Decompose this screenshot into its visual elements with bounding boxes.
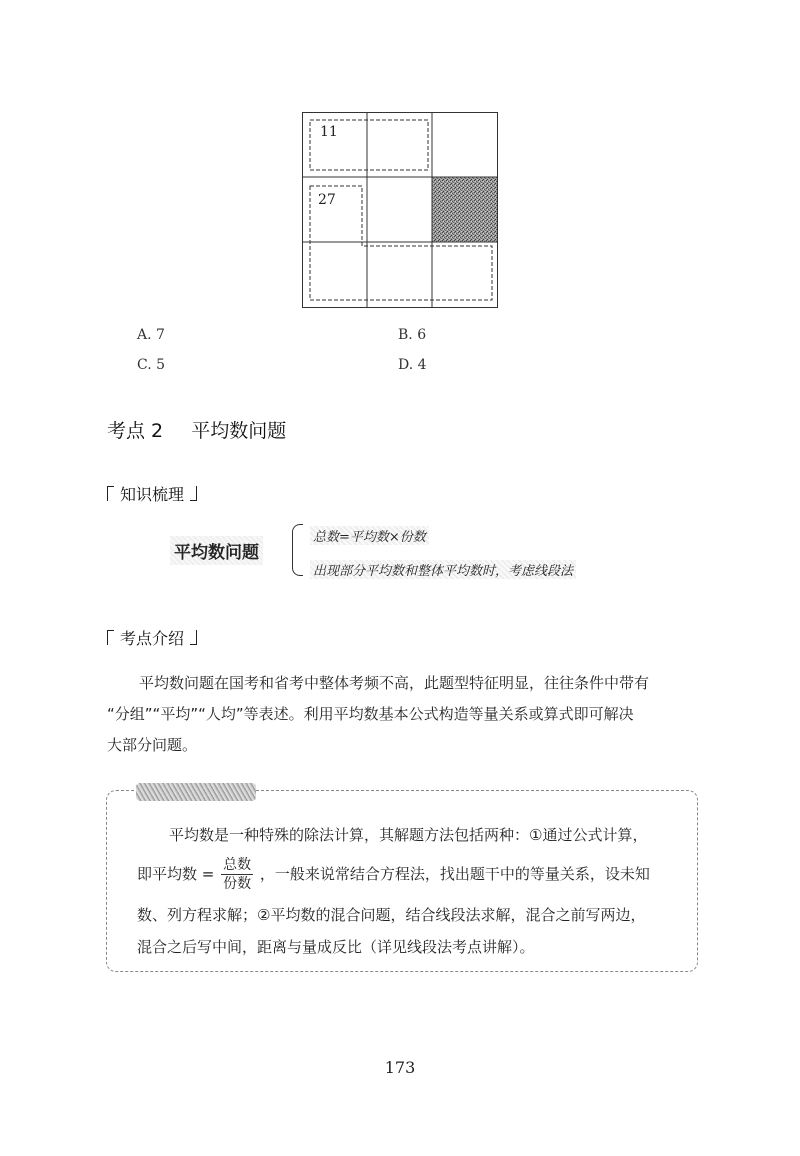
knowledge-heading [107, 482, 197, 505]
tip-line-2-pre: 即平均数 = [137, 865, 215, 883]
tip-line-2-post: ，一般来说常结合方程法，找出题干中的等量关系，设未知 [259, 865, 650, 883]
option-a[interactable]: A. 7 [137, 327, 165, 343]
tip-line-2 [137, 856, 650, 893]
grid-figure [302, 112, 498, 308]
tip-line-4: 混合之后写中间，距离与量成反比（详见线段法考点讲解）。 [137, 938, 535, 956]
intro-line-3: 大部分问题。 [107, 736, 198, 754]
grid-svg [302, 112, 498, 308]
option-b[interactable]: B. 6 [398, 327, 427, 343]
bracket-right-icon [190, 630, 197, 645]
fraction [221, 856, 253, 893]
section-number: 考点 2 [107, 420, 164, 442]
cell-number-11: 11 [320, 124, 338, 140]
page-number: 173 [384, 1058, 416, 1077]
tip-title [136, 783, 256, 801]
bracket-left-icon [107, 630, 114, 645]
section-name: 平均数问题 [191, 420, 287, 442]
mind-map [170, 520, 630, 582]
intro-line-2: “分组”“平均”“人均”等表述。利用平均数基本公式构造等量关系或算式即可解决 [107, 705, 634, 723]
shaded-cell [432, 177, 497, 242]
option-d[interactable]: D. 4 [398, 357, 427, 373]
mind-map-root: 平均数问题 [170, 536, 263, 565]
intro-paragraph [107, 668, 695, 761]
fraction-denominator: 份数 [223, 876, 252, 892]
intro-line-1: 平均数问题在国考和省考中整体考频不高，此题型特征明显，往往条件中带有 [139, 674, 650, 692]
mind-map-branch-1: 总数=平均数×份数 [310, 526, 429, 545]
knowledge-heading-text: 知识梳理 [120, 485, 185, 504]
bracket-left-icon [107, 486, 114, 501]
intro-heading [107, 626, 197, 649]
tip-line-3: 数、列方程求解；②平均数的混合问题，结合线段法求解，混合之前写两边， [137, 906, 646, 924]
brace-icon [292, 524, 303, 576]
section-title [107, 416, 286, 443]
mind-map-branch-2: 出现部分平均数和整体平均数时，考虑线段法 [310, 560, 576, 579]
tip-line-1: 平均数是一种特殊的除法计算，其解题方法包括两种：①通过公式计算， [169, 826, 648, 844]
fraction-numerator: 总数 [223, 857, 252, 873]
option-c[interactable]: C. 5 [137, 357, 166, 373]
cell-number-27: 27 [318, 192, 336, 208]
intro-heading-text: 考点介绍 [120, 629, 185, 648]
bracket-right-icon [190, 486, 197, 501]
